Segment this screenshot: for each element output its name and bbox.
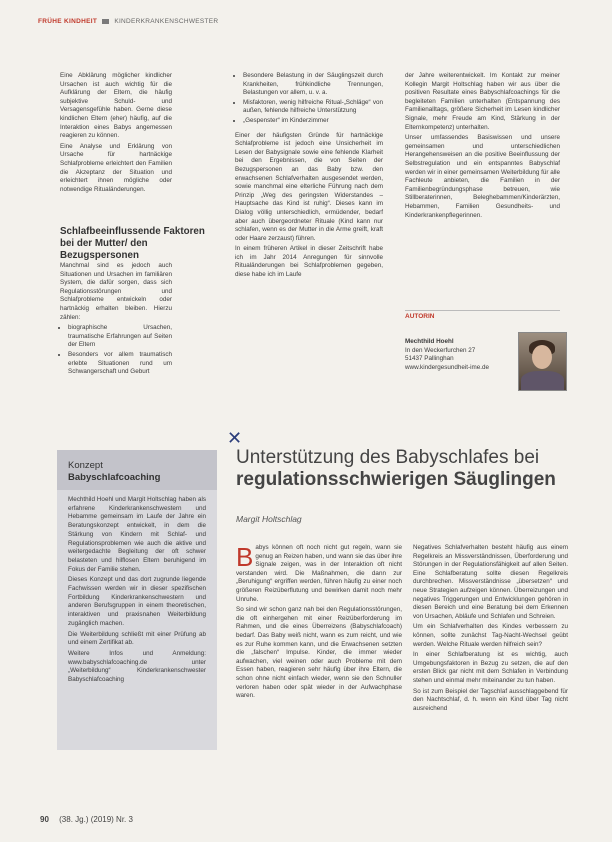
paragraph: Weitere Infos und Anmeldung: www.babyschlafcoaching.de unter „Weiterbildung“ Kinderkrankenschwester Babyschlafcoaching <box>68 649 206 684</box>
running-header <box>38 18 218 25</box>
column-4 <box>236 544 402 703</box>
dropcap: B <box>236 542 254 572</box>
page-footer <box>40 815 133 824</box>
author-address: In den Weckerfurchen 27 <box>405 346 476 354</box>
column-1 <box>60 72 172 196</box>
paragraph: Um ein Schlafverhalten des Kindes verbessern zu können, sollte zunächst Tag-Nacht-Wechsel geübt werden. Welche Rituale werden hilfreich sein? <box>413 623 568 648</box>
paragraph: Einer der häufigsten Gründe für hartnäckige Schlafprobleme ist jedoch eine Unsicherheit im Lesen der Babysignale sowie eine fehlende Klarheit bei den Ergebnissen, die von Seiten der Bezugspersonen an das Baby bzw. den erwachsenen Schlafverhalten ausgesendet werden, sowie manchmal eine elterliche Führung nach dem Prinzip „Weg des geringsten Widerstandes – Hauptsache das Kind ist ruhig“. Dieses kann im Dialog völlig unterschiedlich, ermüdender, bedarf aber auch übergeordneter Rituale (Kind kann nur schlafen, wenn es der Mutter in die Arme greift, kraft oder Haare zerzaust) führen. <box>235 131 383 242</box>
paragraph: In einem früheren Artikel in dieser Zeitschrift habe ich im Jahr 2014 Anregungen für sinnvolle Ritualänderungen bei Schlafproblemen gegeben, diese habe ich im Laufe <box>235 245 383 279</box>
paragraph: Eine Analyse und Erklärung von Ursache für hartnäckige Schlafprobleme erleichtert den Familien die Akzeptanz der Situation und erleichtert ihnen mögliche oder notwendige Ritualänderungen. <box>60 142 172 193</box>
list-item: • „Gespenster“ im Kinderzimmer <box>243 117 383 126</box>
list-item: • Besonders vor allem traumatisch erlebte Situationen rund um Schwangerschaft und Geburt <box>68 351 172 377</box>
list-item: • biographische Ursachen, traumatische Erfahrungen auf Seiten der Eltern <box>68 324 172 350</box>
paragraph: Mechthild Hoehl und Margit Holtschlag haben als erfahrene Kinderkrankenschwestern und Hebamme gemeinsam im Laufe der Jahre ein Beratungskonzept entwickelt, in dem die Stärkung von Kindern mit Schlaf- und Regulationsproblemen wie auch die aktive und weitergedachte Begleitung der oft schwer belasteten und hilflosen Eltern beruhigend im Fokus der Familie stehen. <box>68 496 206 573</box>
paragraph: So ist zum Beispiel der Tagschlaf ausschlaggebend für den Nachtschlaf, d. h. wenn ein Kind über Tag nicht ausreichend <box>413 687 568 712</box>
paragraph: Eine Abklärung möglicher kindlicher Ursachen ist auch wichtig für die Aufklärung der Eltern, die häufig subjektive Schuld- und Versagensgefühle haben. Gerne diese kindlichen Eltern (eher) häufig, auf die Interaktion eines Babys angemessen reagieren zu können. <box>60 72 172 140</box>
paragraph: Die Weiterbildung schließt mit einer Prüfung ab und einem Zertifikat ab. <box>68 630 206 647</box>
paragraph: Unser umfassendes Basiswissen und unsere gemeinsamen und unterschiedlichen Herangehensweisen an die positive Beeinflussung der Selbstregulation und ein entspanntes Babyschlaf werden wir in einer gemeinsamen Weiterbildung für alle Fachleute anbieten, die Familien in der Familienbegründungsphase betreuen, wie Stillberaterinnen, Beleghebammen/Kinderärzten, Hebammen, Familien Gesundheits- und Kinderkrankenpflegerinnen. <box>405 134 560 219</box>
bullet-list <box>60 324 172 377</box>
page-number: 90 <box>40 815 49 824</box>
author-name: Mechthild Hoehl <box>405 338 454 345</box>
paragraph: der Jahre weiterentwickelt. Im Kontakt zur meiner Kollegin Margit Holtschlag haben wir aus über die positiven Resultate eines Babyschlafcoachings für die begleiteten Familien unterhalten (Entspannung des Familienalltags, größere Sicherheit im Lesen kindlicher Signale, mehr Freude am Kind, Stärkung in der Elternkompetenz) unterhalten. <box>405 72 560 131</box>
section-subheading: Schlafbeeinflussende Faktoren bei der Mutter/ den Bezugspersonen <box>60 226 205 261</box>
header-separator-icon <box>102 19 109 24</box>
paragraph: So sind wir schon ganz nah bei den Regulationsstörungen, die oft einhergehen mit einer Reizüberforderung im Rahmen, und die eines Überreizens (Babyschlafcoach) bedarf. Das Baby weiß nicht, wann es zum reicht, und wie es zur Ruhe kommen kann, und die Erwachsenen setzten die „falschen“ Impulse. Kinder, die immer wieder aufwachen, viel weinen oder auch Probleme mit dem Essen haben, reagieren sehr häufig über ihre Eltern, die schon ohne nicht einfach wieder, wenn sie den Schnuller verloren haben oder spät wieder in der Aufwachphase waren. <box>236 606 402 700</box>
column-2 <box>235 72 383 282</box>
concept-box-title: Konzept Babyschlafcoaching <box>68 460 161 483</box>
paragraph: Dieses Konzept und das dort zugrunde liegende Fachwissen werden wir in dieser spezifischen Fortbildung Kinderkrankenschwestern und anderen Berufsgruppen in einem theoretischen, interaktiven und praxisnahen Weiterbildung zugänglich machen. <box>68 576 206 627</box>
author-website: www.kindergesundheit-ime.de <box>405 363 490 371</box>
subsection-label: KINDERKRANKENSCHWESTER <box>114 18 219 25</box>
title-line-1: Unterstützung des Babyschlafes bei <box>236 447 540 468</box>
paragraph: Negatives Schlafverhalten besteht häufig aus einem Regelkreis an Missverständnissen, Überforderung und Störungen in der Regulationsfähigkeit auf allen Seiten. Eine Schlafberatung sollte diesen Regelkreis durchbrechen. Missverständnisse „übersetzen“ und neue Strategien aufzeigen können. Überreizungen und negatives Triggerungen und Entwicklungen gehören in diesen Bereich und eine Beratung bei dem Erkennen von Ursachen, Abläufe und Schlafen und Schreien. <box>413 544 568 620</box>
list-item: • Besondere Belastung in der Säuglingszeit durch Krankheiten, frühkindliche Trennungen, Belastungen vor allem, u. v. a. <box>243 72 383 98</box>
concept-box-body <box>68 496 206 687</box>
article-title <box>236 447 576 491</box>
handwritten-x-mark-icon: ✕ <box>227 428 243 448</box>
author-heading: AUTORIN <box>405 310 560 325</box>
paragraph: In einer Schlafberatung ist es wichtig, auch Umgebungsfaktoren in Bezug zu setzen, die auf den ersten Blick gar nicht mit dem Schlafen in Verbindung stehen und einmal mehr miteinander zu tun haben. <box>413 651 568 684</box>
author-city: 51437 Pallinghan <box>405 355 454 362</box>
column-3 <box>405 72 560 222</box>
byline: Margit Holtschlag <box>236 514 302 524</box>
author-photo <box>518 332 567 391</box>
column-1b <box>60 262 172 378</box>
column-5 <box>413 544 568 715</box>
list-item: • Misfaktoren, wenig hilfreiche Ritual-„Schläge“ von außen, fehlende hilfreiche Unterstützung <box>243 99 383 116</box>
paragraph: abys können oft noch nicht gut regeln, wann sie genug an Reizen haben, und wann sie das über ihre Signale zeigen, was in der Interaktion oft nicht verstanden wird. Die Maßnahmen, die dann zur „Beruhigung“ ergriffen werden, führen häufig zu einer noch größeren Reizüberflutung und bewirken damit noch mehr Unruhe. <box>236 544 402 603</box>
paragraph: Manchmal sind es jedoch auch Situationen und Ursachen im familiären System, die dafür sorgen, dass sich Regulationsstörungen und Schlafprobleme entwickeln oder hartnäckig erhalten bleiben. Hierzu zählen: <box>60 262 172 321</box>
issue-info: (38. Jg.) (2019) Nr. 3 <box>59 815 133 824</box>
title-line-2: regulationsschwierigen Säuglingen <box>236 469 556 490</box>
author-info <box>405 338 505 372</box>
bullet-list <box>235 72 383 126</box>
section-label: FRÜHE KINDHEIT <box>38 18 98 25</box>
